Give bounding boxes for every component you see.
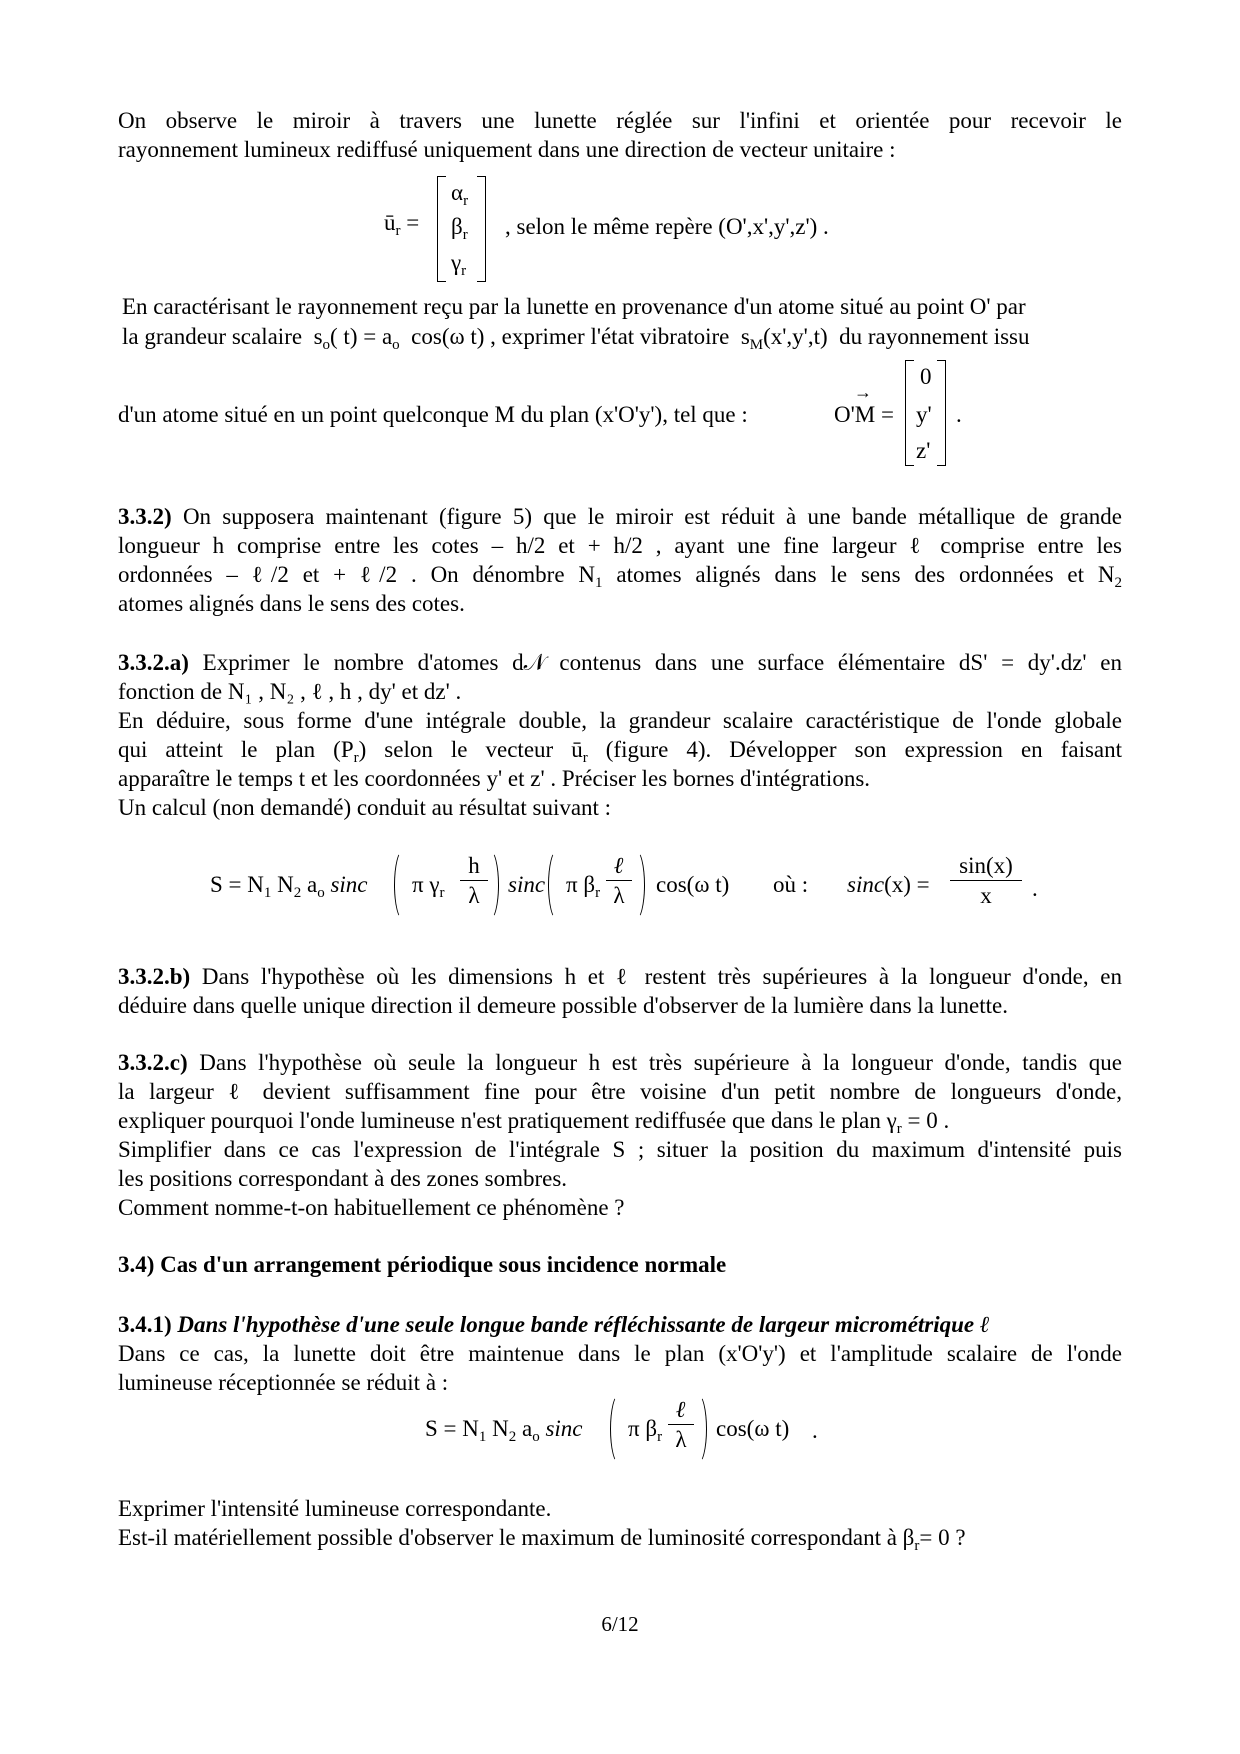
om-z: z' — [916, 438, 931, 463]
section-3-4-title: 3.4) Cas d'un arrangement périodique sous incidence normale — [118, 1252, 727, 1277]
om-x: 0 — [920, 364, 932, 389]
vector-alpha: $\alpha_r$ — [451, 180, 469, 209]
text-line: En caractérisant le rayonnement reçu par la lunette en provenance d'un atome situé au point O' par — [122, 294, 1026, 319]
equation-S-full: $S = N_1$ $N_2$ $a_o$ sinc — [210, 872, 368, 901]
section-number: 3.3.2) — [118, 504, 172, 529]
ur-tail: , selon le même repère (O',x',y',z') . — [505, 214, 829, 239]
section-3-4-1: 3.4.1) Dans l'hypothèse d'une seule longue bande réfléchissante de largeur micrométrique ℓ Dans ce cas, la lunette doit être maintenue dans le plan (x'O'y') et l'amplitude scalaire de l'onde lumineuse réceptionnée se réduit à : — [118, 1312, 1122, 1395]
text-line: On observe le miroir à travers une lunette réglée sur l'infini et orientée pour recevoir le — [118, 108, 1122, 133]
page-number: 6/12 — [601, 1612, 639, 1636]
section-3-3-2-a: 3.3.2.a) Exprimer le nombre d'atomes d𝒩 contenus dans une surface élémentaire dS' = dy'.dz' en fonction de N₁ , N₂ , ℓ , h , dy' et dz' . En déduire, sous forme d'une intégrale double, la grandeur scalaire caractéristique de l'onde globale qui atteint le plan $(P_r)$ selon le vecteur $ū_r$ (figure 4). Développer son expression en faisant apparaître le temps t et les coordonnées y' et z' . Préciser les bornes d'intégrations. Un calcul (non demandé) conduit au résultat suivant : — [118, 650, 1123, 820]
s0-symbol: s — [313, 324, 323, 349]
om-line: d'un atome situé en un point quelconque M du plan (x'O'y'), tel que : — [118, 402, 748, 427]
left-bracket — [437, 176, 446, 282]
section-3-3-2: 3.3.2) On supposera maintenant (figure 5) que le miroir est réduit à une bande métallique de grande longueur h comprise entre les cotes – h/2 et + h/2 , ayant une fine largeur ℓ comprise entre les ordonnées – ℓ/2 et + ℓ/2 . On dénombre $N_1$ atomes alignés dans le sens des ordonnées et $N_2$ atomes alignés dans le sens des cotes. — [118, 504, 1123, 616]
equation-S-reduced: $S = N_1$ $N_2$ $a_o$ sinc — [425, 1416, 583, 1445]
intro-paragraph — [118, 106, 1122, 164]
om-vector-equation: → O'M = — [834, 382, 894, 427]
section-number: 3.3.2.b) — [118, 964, 191, 989]
document-page: On observe le miroir à travers une lunette réglée sur l'infini et orientée pour recevoir le rayonnement lumineux rediffusé uniquement dans une direction de vecteur unitaire : $ū_r$ = $\alpha_r$ $\beta_r$ $\gamma_r$ , selon le même repère (O',x',y',z') . En caractérisant le rayonnement reçu par la lunette en provenance d'un atome situé au point O' par la grandeur scalaire $s_o$( $t) = a_o$ cos(ω t) , exprimer l'état vibratoire $s_M(x',y',t)$ du rayonnement issu d'un atome situé en un point quelconque M du plan (x'O'y'), tel que : → O'M = 0 y' z' . 3.3.2) On supposera maintenant (figure 5) que le miroir est réduit à une bande métallique de grande longueur h comprise entre les cotes – h/2 et + h/2 , ayant une fine largeur ℓ comprise entre les ordonnées – ℓ/2 et + ℓ/2 . On dénombre $N_1$ atomes alignés dans le sens des ordonnées et $N_2$ atomes alignés dans le sens des cotes. 3.3.2.a) Exprimer le nombre d'atomes d𝒩 contenus dans une surface élémentaire dS' = dy'.dz' en fonction de N₁ , N₂ , ℓ , h , dy' et dz' . En déduire, sous forme d'une intégrale double, la grandeur scalaire caractéristique de l'onde globale qui atteint le plan $(P_r)$ selon le vecteur $ū_r$ (figure 4). Développer son expression en faisant apparaître le temps t et les coordonnées y' et z' . Préciser les bornes d'intégrations. Un calcul (non demandé) conduit au résultat suivant : $S = N_1$ $N_2$ $a_o$ sinc π $\gamma_r$ h λ sinc π $\beta_r$ ℓ λ cos(ω t) où : sinc(x) = sin(x) x . 3.3.2.b) Dans l'hypothèse où les dimensions h et ℓ restent très supérieures à la longueur d'onde, en déduire dans quelle unique direction il demeure possible d'observer de la lumière dans la lunette. 3.3.2.c) Dans l'hypothèse où seule la longueur h est très supérieure à la longueur d'onde, tandis que la largeur ℓ devient suffisamment fine pour être voisine d'un petit nombre de longueurs d'onde, expliquer pourquoi l'onde lumineuse n'est pratiquement rediffusée que dans le plan $\gamma_r = 0$ . Simplifier dans ce cas l'expression de l'intégrale S ; situer la position du maximum d'intensité puis les positions correspondant à des zones sombres. Comment nomme-t-on habituellement ce phénomène ? 3.4) Cas d'un arrangement périodique sous incidence normale 3.4.1) Dans l'hypothèse d'une seule longue bande réfléchissante de largeur micrométrique ℓ Dans ce cas, la lunette doit être maintenue dans le plan (x'O'y') et l'amplitude scalaire de l'onde lumineuse réceptionnée se réduit à : $S = N_1$ $N_2$ $a_o$ sinc π $\beta_r$ ℓ λ cos(ω t) . Exprimer l'intensité lumineuse correspondante. Est-il matériellement possible d'observer le maximum de luminosité correspondant à $\beta_r= 0$ ? 6/12 — [0, 0, 1240, 1754]
vector-gamma: $\gamma_r$ — [451, 250, 467, 279]
section-3-3-2-c: 3.3.2.c) Dans l'hypothèse où seule la longueur h est très supérieure à la longueur d'onde, tandis que la largeur ℓ devient suffisamment fine pour être voisine d'un petit nombre de longueurs d'onde, expliquer pourquoi l'onde lumineuse n'est pratiquement rediffusée que dans le plan $\gamma_r = 0$ . Simplifier dans ce cas l'expression de l'intégrale S ; situer la position du maximum d'intensité puis les positions correspondant à des zones sombres. Comment nomme-t-on habituellement ce phénomène ? — [118, 1050, 1122, 1220]
right-bracket — [937, 360, 946, 466]
section-3-3-2-b: 3.3.2.b) Dans l'hypothèse où les dimensions h et ℓ restent très supérieures à la longueur d'onde, en déduire dans quelle unique direction il demeure possible d'observer de la lumière dans la lunette. — [118, 964, 1122, 1018]
section-number: 3.3.2.a) — [118, 650, 189, 675]
section-number: 3.4.1) — [118, 1312, 172, 1337]
ur-vector-equation: $ū_r$ = — [384, 210, 420, 239]
final-paragraph: Exprimer l'intensité lumineuse correspondante. Est-il matériellement possible d'observer le maximum de luminosité correspondant à $\beta_r= 0$ ? — [118, 1496, 966, 1554]
vibration-paragraph — [122, 292, 1122, 321]
left-bracket — [905, 360, 914, 466]
text-line: rayonnement lumineux rediffusé uniquement dans une direction de vecteur unitaire : — [118, 137, 896, 162]
scalar-line: la grandeur scalaire $s_o$( $t) = a_o$ cos(ω t) , exprimer l'état vibratoire $s_M(x',y',t)$ du rayonnement issu — [122, 324, 1030, 353]
right-bracket — [477, 176, 486, 282]
ur-symbol: ū — [384, 210, 396, 235]
vector-beta: $\beta_r$ — [451, 214, 468, 243]
section-number: 3.3.2.c) — [118, 1050, 188, 1075]
om-y: y' — [916, 402, 932, 427]
